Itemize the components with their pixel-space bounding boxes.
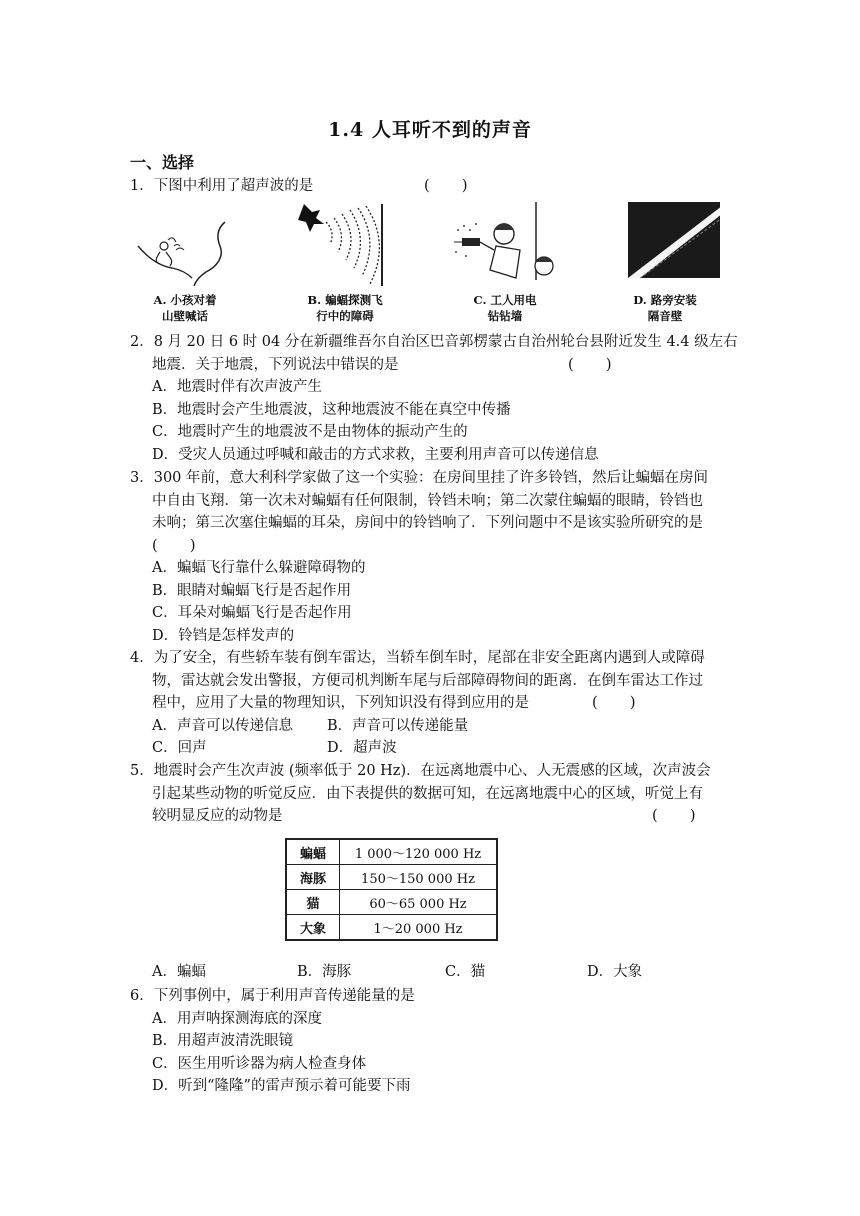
question-2 [130, 331, 738, 466]
table-row [286, 839, 497, 865]
option-d: D．铃铛是怎样发声的 [152, 627, 295, 644]
picture-caption: 钻钻墙 [487, 309, 523, 323]
answer-paren: ( ) [652, 808, 696, 824]
option-b: B．地震时会产生地震波，这种地震波不能在真空中传播 [152, 401, 511, 418]
table-cell-animal: 大象 [286, 915, 340, 941]
option-d: D．大象 [587, 964, 643, 980]
picture-caption: A. 小孩对着 [153, 293, 217, 307]
option-b: B．海豚 [297, 964, 352, 980]
option-d: D．听到“隆隆”的雷声预示着可能要下雨 [152, 1078, 411, 1094]
answer-paren: ( ) [152, 537, 196, 554]
question-stem: 2．8 月 20 日 6 时 04 分在新疆维吾尔自治区巴音郭楞蒙古自治州轮台县附近发生 4.4 级左右 [130, 334, 738, 350]
question-stem: 引起某些动物的听觉反应．由下表提供的数据可知，在远离地震中心的区域，听觉上有 [152, 785, 703, 802]
question-3 [130, 467, 730, 647]
question-stem: 较明显反应的动物是 [152, 808, 283, 824]
option-a: A．声音可以传递信息 [152, 717, 293, 734]
question-5 [130, 760, 730, 828]
bat-echolocation-icon [290, 200, 400, 290]
option-b: B．用超声波清洗眼镜 [152, 1033, 294, 1049]
answer-paren: ( ) [424, 178, 468, 194]
option-a: A．用声呐探测海底的深度 [152, 1010, 322, 1027]
section-heading: 一、选择 [130, 153, 195, 172]
option-b: B．声音可以传递能量 [327, 717, 469, 734]
picture-caption: D. 路旁安装 [633, 293, 697, 307]
hearing-frequency-table [285, 838, 498, 941]
table-row [286, 865, 497, 890]
picture-caption: 隔音壁 [647, 309, 683, 323]
table-row [286, 890, 497, 915]
table-row [286, 915, 497, 941]
option-d: D．受灾人员通过呼喊和敲击的方式求救，主要利用声音可以传递信息 [152, 446, 599, 463]
question-stem: 物，雷达就会发出警报，方便司机判断车尾与后部障碍物间的距离．在倒车雷达工作过 [152, 672, 703, 689]
question-stem: 4．为了安全，有些轿车装有倒车雷达，当轿车倒车时，尾部在非安全距离内遇到人或障碍 [130, 650, 705, 666]
option-c: C．医生用听诊器为病人检查身体 [152, 1055, 367, 1072]
question-stem: 5．地震时会产生次声波 (频率低于 20 Hz)．在远离地震中心、人无震感的区域，次声波会 [130, 763, 711, 779]
table-cell-range: 1～20 000 Hz [340, 915, 498, 941]
picture-caption: 行中的障碍 [316, 309, 374, 323]
option-d: D．超声波 [327, 740, 397, 756]
question-stem: 中自由飞翔．第一次未对蝙蝠有任何限制，铃铛未响；第二次蒙住蝙蝠的眼睛，铃铛也 [152, 492, 703, 509]
question-4 [130, 647, 730, 760]
option-a: A．蝙蝠飞行靠什么躲避障碍物的 [152, 560, 366, 576]
question-stem: 1．下图中利用了超声波的是 [130, 178, 314, 194]
answer-paren: ( ) [568, 356, 612, 373]
page-title: 1.4 人耳听不到的声音 [328, 119, 532, 141]
table-cell-range: 1 000～120 000 Hz [340, 839, 498, 865]
answer-paren: ( ) [592, 695, 636, 711]
picture-caption: B. 蝙蝠探测飞 [307, 293, 383, 307]
question-6 [130, 985, 730, 1098]
table-cell-animal: 蝙蝠 [286, 839, 340, 865]
question-1-pictures [130, 200, 730, 328]
picture-option-a [130, 200, 240, 328]
picture-caption: C. 工人用电 [473, 293, 537, 307]
question-5-options [130, 961, 730, 984]
picture-caption: 山壁喊话 [162, 309, 208, 323]
worker-drilling-icon [450, 200, 560, 290]
question-stem: 程中，应用了大量的物理知识，下列知识没有得到应用的是 [152, 695, 529, 711]
option-c: C．猫 [445, 964, 486, 980]
question-stem: 未响；第三次塞住蝙蝠的耳朵，房间中的铃铛响了．下列问题中不是该实验所研究的是 [152, 515, 703, 531]
table-cell-range: 60～65 000 Hz [340, 890, 498, 915]
sound-barrier-icon [610, 200, 720, 290]
option-a: A．地震时伴有次声波产生 [152, 379, 322, 395]
child-shouting-icon [130, 200, 240, 290]
picture-option-d [610, 200, 720, 328]
option-c: C．耳朵对蝙蝠飞行是否起作用 [152, 605, 352, 621]
question-stem: 3．300 年前，意大利科学家做了这一个实验：在房间里挂了许多铃铛，然后让蝙蝠在房间 [130, 470, 709, 486]
picture-option-b [290, 200, 400, 328]
option-a: A．蝙蝠 [152, 964, 206, 980]
table-cell-animal: 海豚 [286, 865, 340, 890]
option-c: C．地震时产生的地震波不是由物体的振动产生的 [152, 424, 468, 440]
question-stem: 地震．关于地震，下列说法中错误的是 [152, 356, 399, 373]
table-cell-animal: 猫 [286, 890, 340, 915]
table-cell-range: 150～150 000 Hz [340, 865, 498, 890]
picture-option-c [450, 200, 560, 328]
option-b: B．眼睛对蝙蝠飞行是否起作用 [152, 582, 352, 599]
question-stem: 6．下列事例中，属于利用声音传递能量的是 [130, 988, 415, 1004]
option-c: C．回声 [152, 740, 207, 756]
